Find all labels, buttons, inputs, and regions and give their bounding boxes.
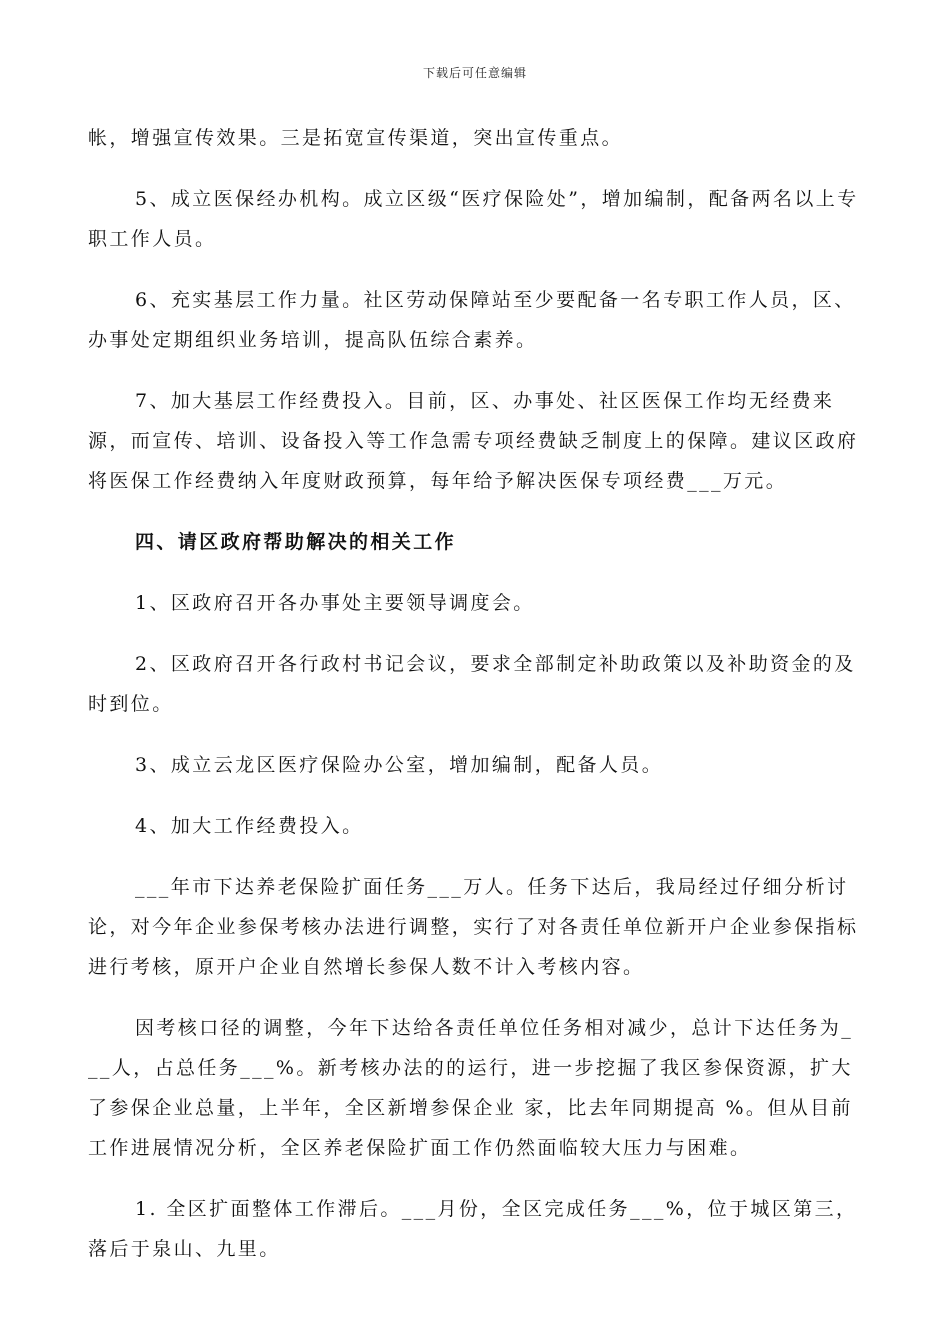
- paragraph: 5、成立医保经办机构。成立区级“医疗保险处”，增加编制，配备两名以上专职工作人员。: [88, 188, 859, 250]
- paragraph: 1. 全区扩面整体工作滞后。___月份，全区完成任务___%，位于城区第三，落后于泉山、九里。: [88, 1198, 858, 1260]
- paragraph: 帐，增强宣传效果。三是拓宽宣传渠道，突出宣传重点。: [88, 127, 624, 149]
- document-body: [88, 118, 864, 1269]
- paragraph: 2、区政府召开各行政村书记会议，要求全部制定补助政策以及补助资金的及时到位。: [88, 653, 856, 715]
- paragraph: 6、充实基层工作力量。社区劳动保障站至少要配备一名专职工作人员，区、办事处定期组织业务培训，提高队伍综合素养。: [88, 289, 856, 351]
- paragraph: 7、加大基层工作经费投入。目前，区、办事处、社区医保工作均无经费来源，而宣传、培训、设备投入等工作急需专项经费缺乏制度上的保障。建议区政府将医保工作经费纳入年度财政预算，每年给予解决医保专项经费___万元。: [88, 390, 859, 492]
- paragraph: 1、区政府召开各办事处主要领导调度会。: [135, 592, 535, 614]
- paragraph: 4、加大工作经费投入。: [135, 815, 364, 837]
- page-header: 下载后可任意编辑: [422, 66, 527, 80]
- paragraph: ___年市下达养老保险扩面任务___万人。任务下达后，我局经过仔细分析讨论，对今年企业参保考核办法进行调整，实行了对各责任单位新开户企业参保指标进行考核，原开户企业自然增长参保人数不计入考核内容。: [88, 876, 859, 978]
- paragraph: 因考核口径的调整，今年下达给各责任单位任务相对减少，总计下达任务为___人，占总任务___%。新考核办法的的运行，进一步挖掘了我区参保资源，扩大了参保企业总量，上半年，全区新增参保企业 家，比去年同期提高 %。但从目前工作进展情况分析，全区养老保险扩面工作仍然面临较大压力与困难。: [88, 1017, 854, 1159]
- section-heading: 四、请区政府帮助解决的相关工作: [135, 531, 457, 553]
- paragraph: 3、成立云龙区医疗保险办公室，增加编制，配备人员。: [135, 754, 664, 776]
